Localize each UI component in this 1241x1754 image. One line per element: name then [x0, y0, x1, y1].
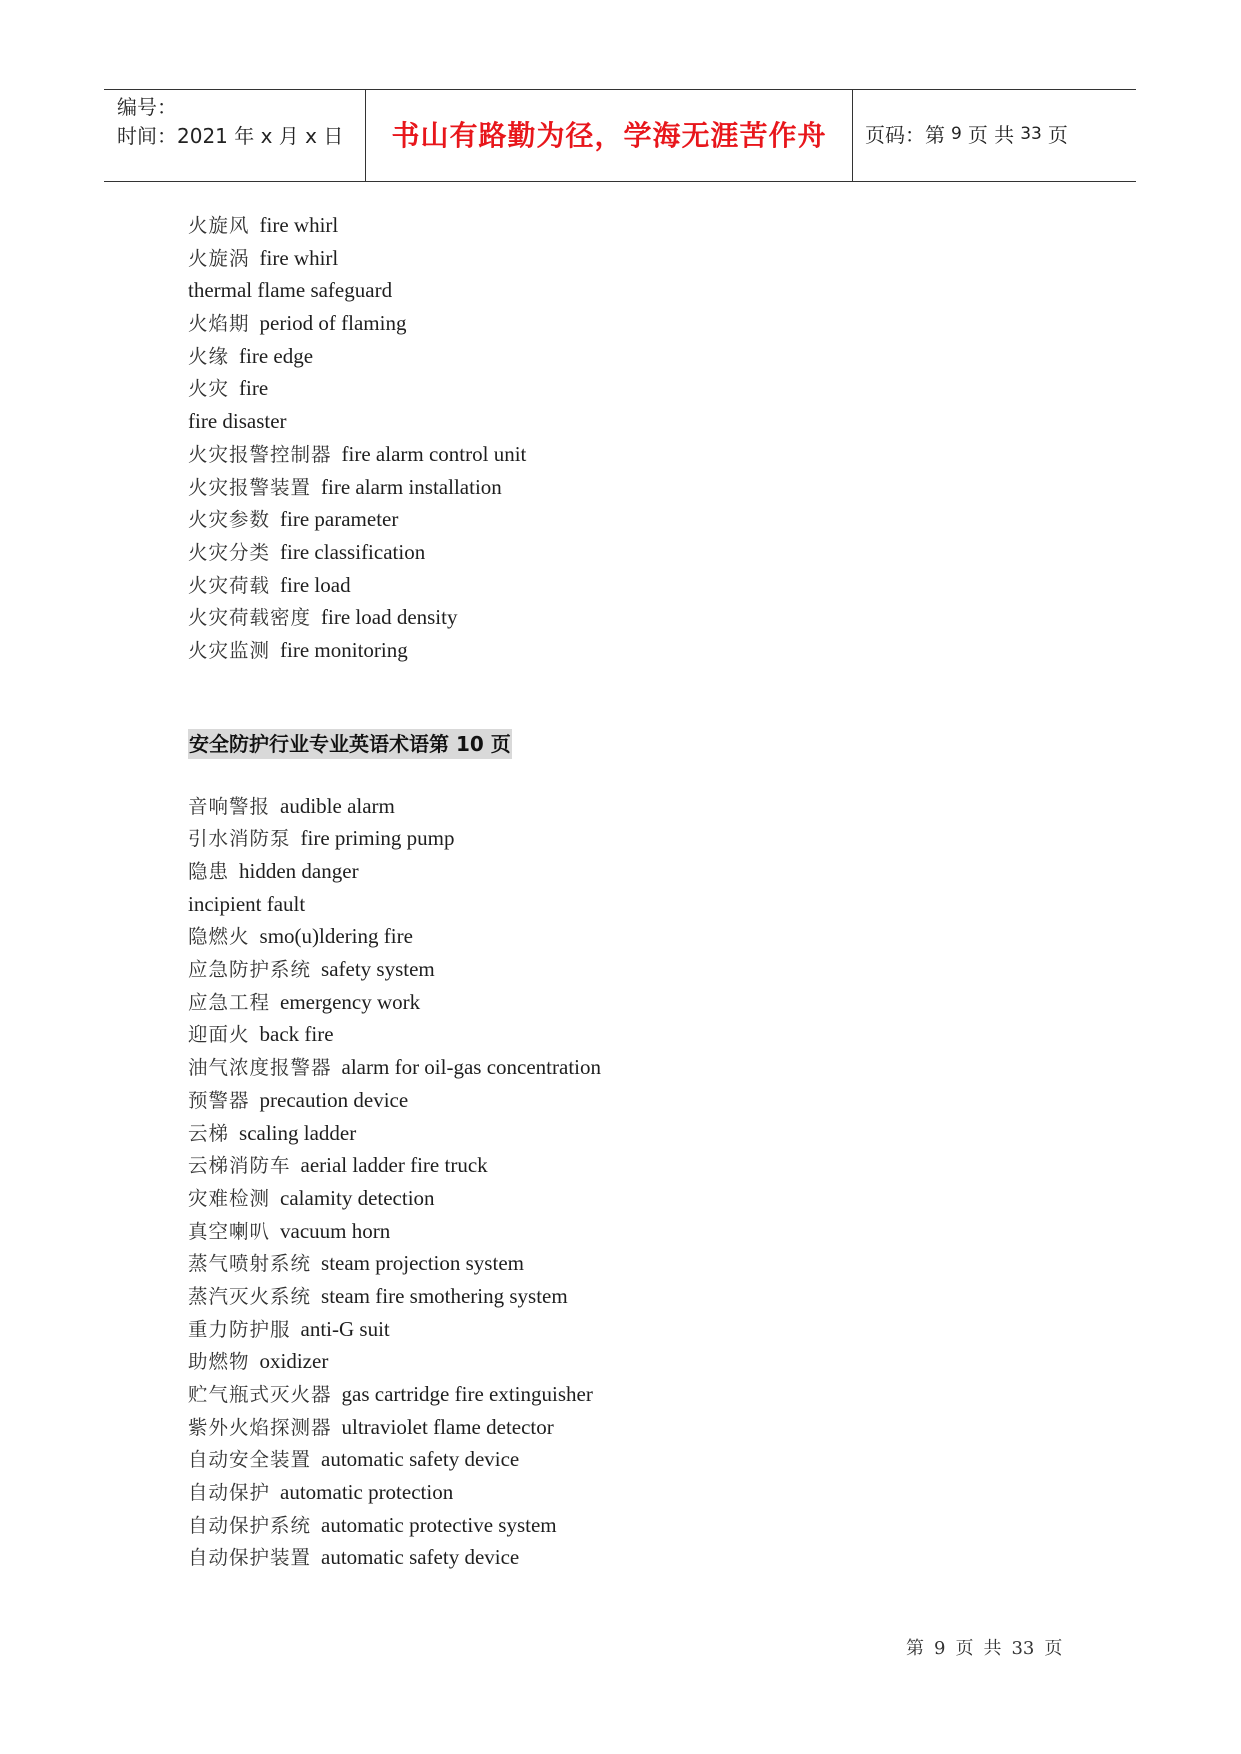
term-english: fire load density — [321, 605, 458, 630]
term-row — [188, 1247, 1108, 1280]
term-english: fire alarm installation — [321, 474, 502, 499]
term-chinese: 自动保护 — [188, 1481, 271, 1505]
term-english: period of flaming — [259, 311, 407, 336]
term-row — [188, 634, 1108, 667]
term-row — [188, 1018, 1108, 1051]
term-chinese: 引水消防泵 — [188, 827, 291, 851]
footer-mid1: 页 — [955, 1638, 974, 1659]
term-english: steam projection system — [321, 1251, 524, 1276]
term-chinese: 灾难检测 — [188, 1186, 271, 1210]
term-row — [188, 1117, 1108, 1150]
term-english: scaling ladder — [239, 1120, 357, 1145]
term-row — [188, 274, 1108, 307]
term-english: calamity detection — [280, 1185, 435, 1210]
term-english: ultraviolet flame detector — [341, 1414, 554, 1439]
term-row — [188, 1378, 1108, 1411]
term-english: oxidizer — [259, 1349, 329, 1374]
term-row — [188, 822, 1108, 855]
term-english: fire — [239, 376, 269, 401]
term-chinese: 应急防护系统 — [188, 958, 312, 982]
footer-total: 33 — [1011, 1638, 1035, 1659]
term-chinese: 迎面火 — [188, 1023, 250, 1047]
term-english: automatic protection — [280, 1480, 454, 1505]
header-page-suffix: 页 — [1047, 123, 1068, 147]
term-row — [188, 405, 1108, 438]
term-english: fire classification — [280, 539, 426, 564]
term-row — [188, 790, 1108, 823]
term-row — [188, 953, 1108, 986]
term-row — [188, 372, 1108, 405]
term-english: fire priming pump — [300, 826, 455, 851]
term-english: back fire — [259, 1022, 334, 1047]
page-header — [104, 89, 1136, 182]
term-row — [188, 855, 1108, 888]
term-english: aerial ladder fire truck — [300, 1153, 488, 1178]
term-english: fire alarm control unit — [341, 441, 527, 466]
term-chinese: 音响警报 — [188, 794, 271, 818]
term-chinese: 真空喇叭 — [188, 1219, 271, 1243]
term-english: steam fire smothering system — [321, 1283, 568, 1308]
term-chinese: 火灾参数 — [188, 508, 271, 532]
header-time-label: 时间：2021 年 x 月 x 日 — [117, 124, 344, 148]
term-chinese: 蒸汽灭火系统 — [188, 1284, 312, 1308]
term-row — [188, 1280, 1108, 1313]
term-english: fire monitoring — [280, 637, 408, 662]
term-english: gas cartridge fire extinguisher — [341, 1382, 593, 1406]
term-chinese: 自动安全装置 — [188, 1448, 312, 1472]
footer-suffix: 页 — [1044, 1638, 1063, 1659]
term-chinese: 火灾报警装置 — [188, 475, 312, 499]
term-english: emergency work — [280, 989, 421, 1014]
footer-current: 9 — [934, 1638, 946, 1659]
term-chinese: 火灾 — [188, 377, 230, 401]
term-chinese: 火灾监测 — [188, 638, 271, 662]
term-chinese: 火灾分类 — [188, 540, 271, 564]
term-english: smo(u)ldering fire — [259, 924, 413, 949]
term-row — [188, 209, 1108, 242]
term-list-part1 — [188, 209, 1108, 667]
term-chinese: 火灾报警控制器 — [188, 442, 332, 466]
term-row — [188, 1149, 1108, 1182]
term-row — [188, 242, 1108, 275]
term-chinese: 油气浓度报警器 — [188, 1056, 332, 1080]
term-row — [188, 1411, 1108, 1444]
header-motto: 书山有路勤为径，学海无涯苦作舟 — [366, 90, 853, 181]
term-english: automatic safety device — [321, 1447, 520, 1472]
footer-mid2: 共 — [983, 1638, 1002, 1659]
term-row — [188, 601, 1108, 634]
term-chinese: 火焰期 — [188, 312, 250, 336]
term-english: automatic safety device — [321, 1545, 520, 1570]
term-chinese: 火灾荷载 — [188, 573, 271, 597]
term-chinese: 预警器 — [188, 1088, 250, 1112]
header-page-info — [853, 90, 1136, 181]
term-chinese: 自动保护系统 — [188, 1513, 312, 1537]
term-english: fire disaster — [188, 409, 287, 434]
term-chinese: 贮气瓶式灭火器 — [188, 1383, 332, 1406]
term-chinese: 紫外火焰探测器 — [188, 1415, 332, 1439]
term-row — [188, 1182, 1108, 1215]
term-chinese: 火缘 — [188, 344, 230, 368]
term-row — [188, 1476, 1108, 1509]
term-row — [188, 1051, 1108, 1084]
term-list-part2 — [188, 790, 1108, 1575]
term-chinese: 应急工程 — [188, 990, 271, 1014]
term-chinese: 蒸气喷射系统 — [188, 1252, 312, 1276]
term-row — [188, 569, 1108, 602]
section-heading-line — [188, 729, 1108, 759]
term-english: incipient fault — [188, 891, 306, 916]
term-row — [188, 340, 1108, 373]
term-english: precaution device — [259, 1087, 409, 1112]
term-english: thermal flame safeguard — [188, 278, 393, 303]
term-english: fire load — [280, 572, 351, 597]
term-english: audible alarm — [280, 793, 395, 818]
term-chinese: 助燃物 — [188, 1350, 250, 1374]
term-row — [188, 1541, 1108, 1574]
header-number-label: 编号： — [117, 95, 177, 119]
term-english: vacuum horn — [280, 1218, 391, 1243]
term-row — [188, 438, 1108, 471]
term-row — [188, 471, 1108, 504]
term-chinese: 重力防护服 — [188, 1317, 291, 1341]
term-row — [188, 1443, 1108, 1476]
term-english: alarm for oil-gas concentration — [341, 1055, 601, 1080]
term-row — [188, 1084, 1108, 1117]
term-english: fire whirl — [259, 213, 339, 237]
term-chinese: 火旋涡 — [188, 246, 250, 270]
term-row — [188, 888, 1108, 921]
term-english: hidden danger — [239, 859, 359, 883]
term-row — [188, 536, 1108, 569]
term-english: fire whirl — [259, 245, 339, 270]
document-body — [188, 209, 1108, 1574]
term-row — [188, 307, 1108, 340]
header-meta — [104, 90, 366, 181]
term-chinese: 自动保护装置 — [188, 1546, 312, 1570]
header-page-prefix: 页码：第 — [865, 123, 945, 147]
term-english: anti-G suit — [300, 1316, 390, 1341]
header-page-total: 33 — [1020, 123, 1042, 144]
term-chinese: 火旋风 — [188, 214, 250, 237]
term-chinese: 云梯 — [188, 1121, 230, 1145]
header-page-current: 9 — [951, 123, 962, 144]
term-row — [188, 920, 1108, 953]
term-chinese: 云梯消防车 — [188, 1154, 291, 1178]
header-page-mid: 页 共 — [967, 123, 1015, 147]
term-row — [188, 1345, 1108, 1378]
term-row — [188, 1313, 1108, 1346]
section-heading: 安全防护行业专业英语术语第 10 页 — [188, 729, 512, 759]
term-english: fire parameter — [280, 507, 399, 532]
term-row — [188, 503, 1108, 536]
term-english: safety system — [321, 957, 435, 982]
term-row — [188, 986, 1108, 1019]
term-chinese: 隐燃火 — [188, 925, 250, 949]
term-english: automatic protective system — [321, 1512, 557, 1537]
term-row — [188, 1509, 1108, 1542]
footer-prefix: 第 — [906, 1638, 924, 1659]
term-english: fire edge — [239, 343, 314, 368]
term-row — [188, 1215, 1108, 1248]
page-footer — [906, 1634, 1072, 1660]
term-chinese: 隐患 — [188, 860, 230, 883]
term-chinese: 火灾荷载密度 — [188, 606, 312, 630]
